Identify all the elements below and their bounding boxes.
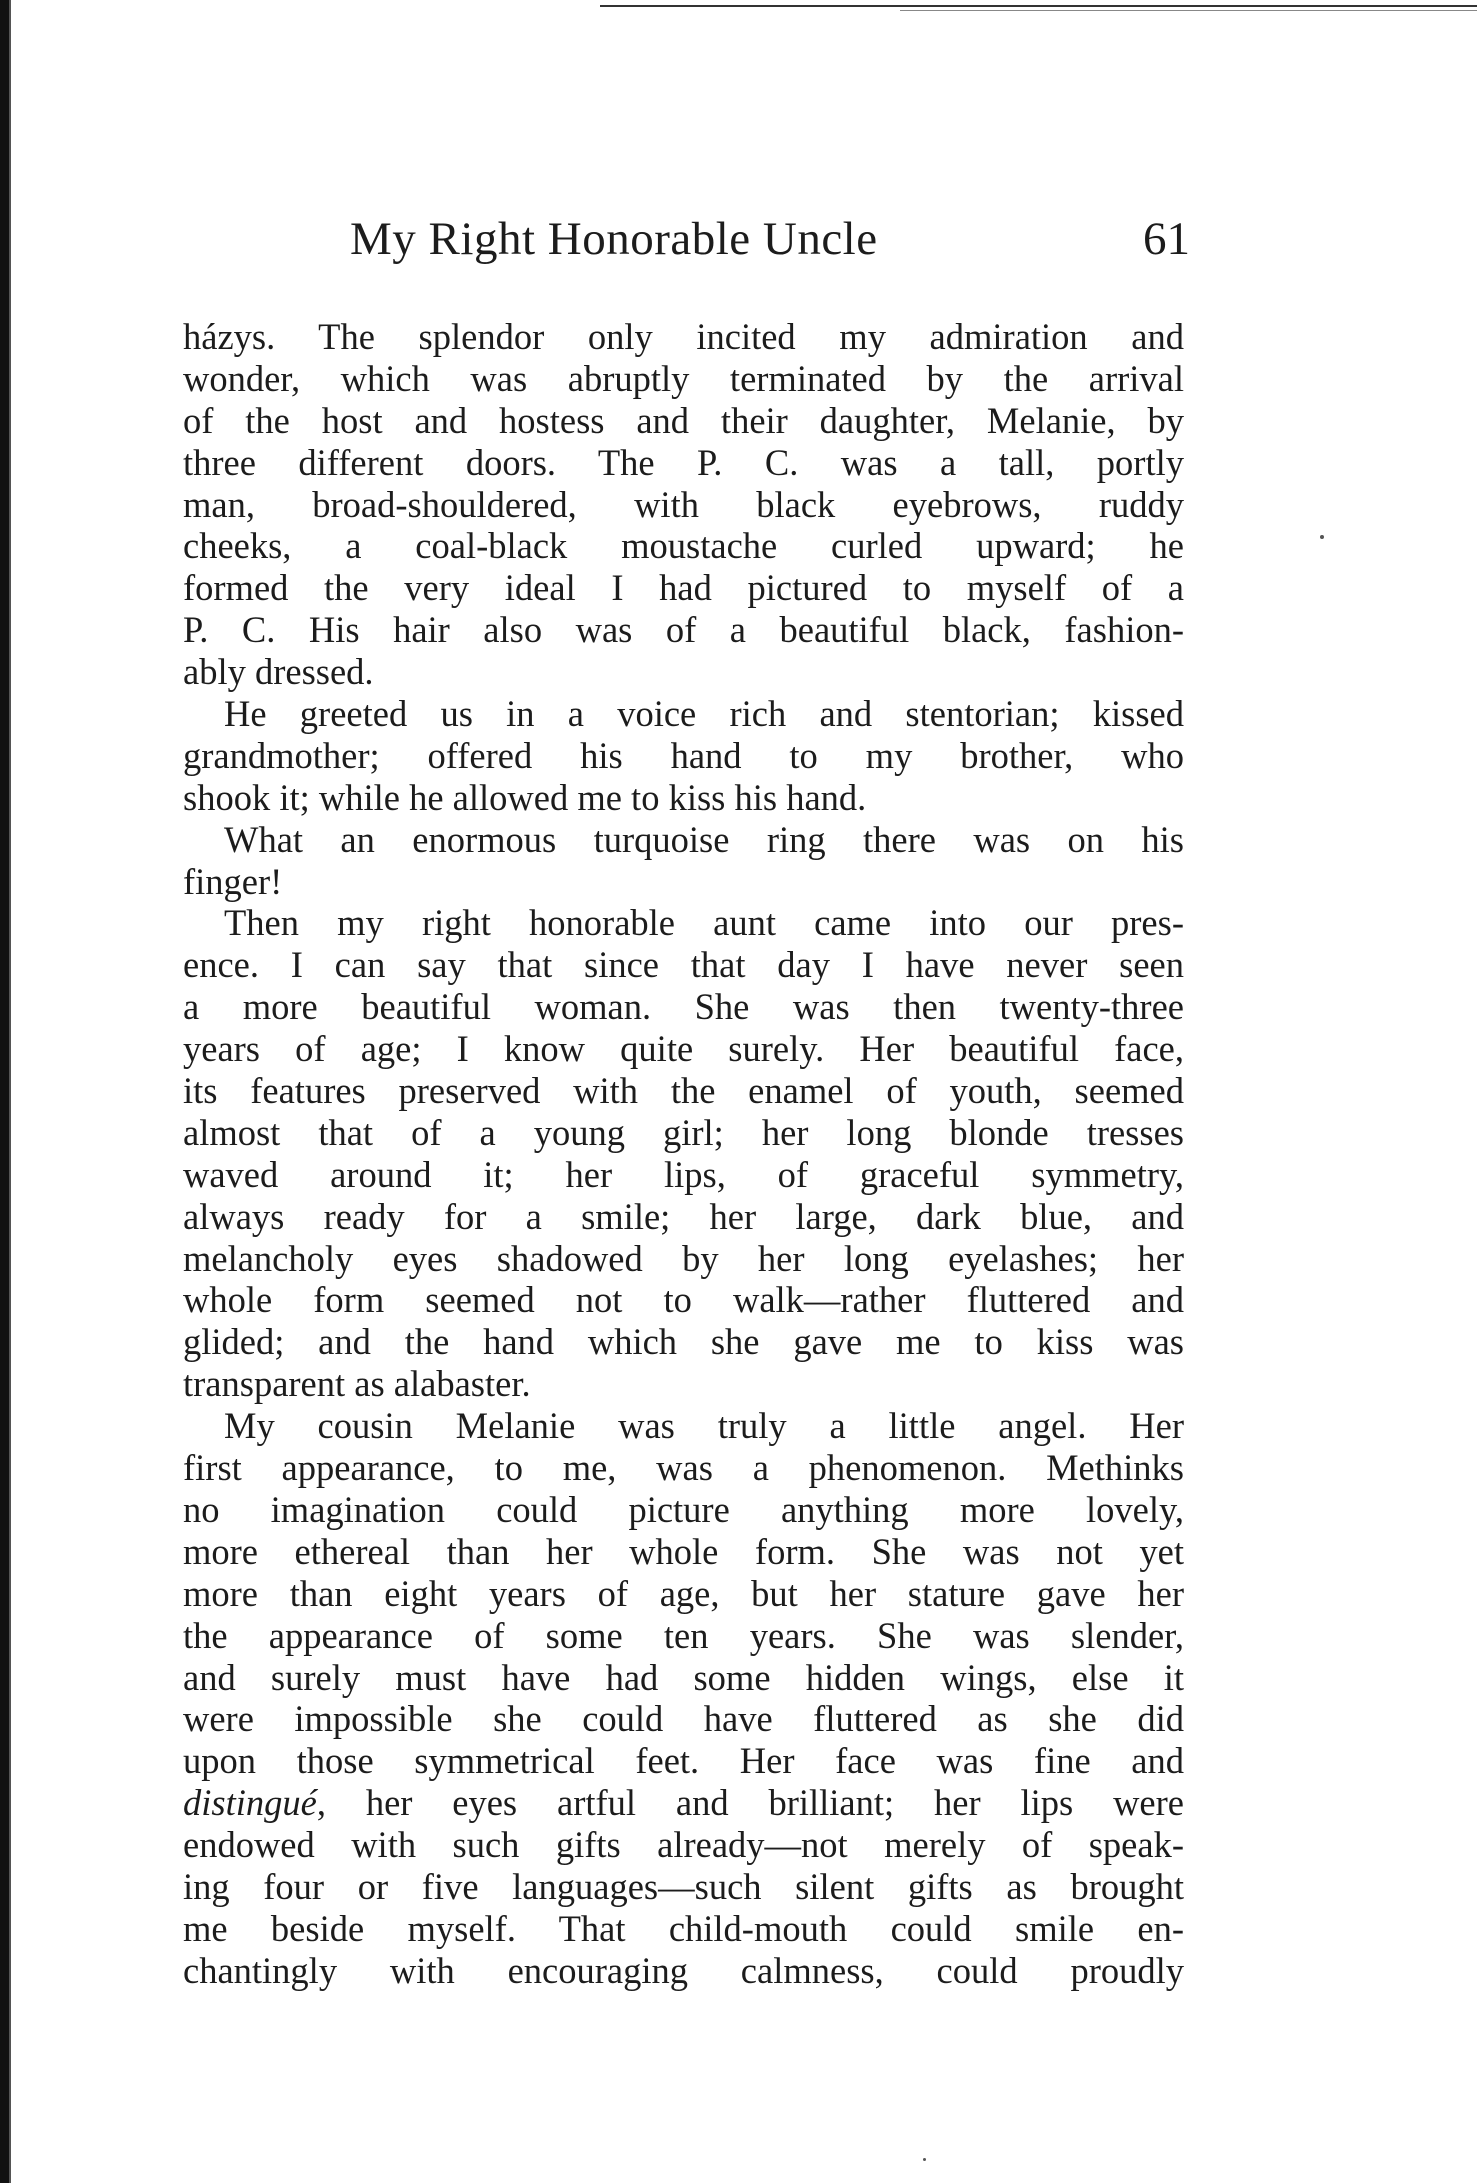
text-line: almost that of a young girl; her long blonde tresses bbox=[183, 1111, 1184, 1153]
text-line: endowed with such gifts already—not merely of speak- bbox=[183, 1824, 1184, 1866]
running-title: My Right Honorable Uncle bbox=[350, 213, 878, 265]
scan-border-top bbox=[600, 5, 1477, 7]
text-line: of the host and hostess and their daughter, Melanie, by bbox=[183, 399, 1184, 441]
text-line: first appearance, to me, was a phenomenon. Methinks bbox=[183, 1447, 1184, 1489]
page-number: 61 bbox=[1143, 213, 1190, 265]
text-line: always ready for a smile; her large, dark blue, and bbox=[183, 1195, 1184, 1237]
text-line: My cousin Melanie was truly a little angel. Her bbox=[224, 1405, 1184, 1447]
text-line: upon those symmetrical feet. Her face was fine and bbox=[183, 1740, 1184, 1782]
text-line: me beside myself. That child-mouth could smile en- bbox=[183, 1907, 1184, 1949]
scan-border-top-inner bbox=[900, 10, 1477, 11]
page-body bbox=[183, 316, 1184, 1992]
text-line: chantingly with encouraging calmness, could proudly bbox=[183, 1949, 1184, 1991]
text-line: házys. The splendor only incited my admiration and bbox=[183, 316, 1184, 357]
text-line: waved around it; her lips, of graceful symmetry, bbox=[183, 1153, 1184, 1195]
text-line: Then my right honorable aunt came into our pres- bbox=[224, 902, 1184, 944]
text-line: were impossible she could have fluttered as she did bbox=[183, 1698, 1184, 1740]
text-line: three different doors. The P. C. was a tall, portly bbox=[183, 441, 1184, 483]
text-line: more ethereal than her whole form. She was not yet bbox=[183, 1530, 1184, 1572]
scan-speck bbox=[923, 2158, 926, 2161]
text-line: its features preserved with the enamel of youth, seemed bbox=[183, 1070, 1184, 1112]
italic-word: distingué bbox=[183, 1782, 317, 1824]
text-line: cheeks, a coal-black moustache curled upward; he bbox=[183, 525, 1184, 567]
text-line: no imagination could picture anything more lovely, bbox=[183, 1488, 1184, 1530]
scan-border-left bbox=[0, 0, 9, 2183]
text-line: transparent as alabaster. bbox=[183, 1363, 531, 1405]
text-line: shook it; while he allowed me to kiss his hand. bbox=[183, 776, 867, 818]
text-line: finger! bbox=[183, 860, 283, 902]
text-line: What an enormous turquoise ring there was on his bbox=[224, 818, 1184, 860]
text-line: the appearance of some ten years. She was slender, bbox=[183, 1614, 1184, 1656]
text-line: a more beautiful woman. She was then twenty-three bbox=[183, 986, 1184, 1028]
text-line: P. C. His hair also was of a beautiful black, fashion- bbox=[183, 609, 1184, 651]
text-line: whole form seemed not to walk—rather fluttered and bbox=[183, 1279, 1184, 1321]
text-line: more than eight years of age, but her stature gave her bbox=[183, 1572, 1184, 1614]
running-head bbox=[350, 212, 1190, 272]
text-line: and surely must have had some hidden wings, else it bbox=[183, 1656, 1184, 1698]
scan-border-left-inner bbox=[9, 0, 11, 2183]
text-line: glided; and the hand which she gave me to kiss was bbox=[183, 1321, 1184, 1363]
text-line: man, broad-shouldered, with black eyebrows, ruddy bbox=[183, 483, 1184, 525]
text-line: He greeted us in a voice rich and stentorian; kissed bbox=[224, 693, 1184, 735]
text-line: ence. I can say that since that day I have never seen bbox=[183, 944, 1184, 986]
text-line: melancholy eyes shadowed by her long eyelashes; her bbox=[183, 1237, 1184, 1279]
text-line: grandmother; offered his hand to my brother, who bbox=[183, 734, 1184, 776]
text-line: ably dressed. bbox=[183, 651, 374, 693]
text-line-with-italic bbox=[183, 1782, 1184, 1824]
scan-speck bbox=[1320, 535, 1324, 539]
text-line-rest: , her eyes artful and brilliant; her lips were bbox=[316, 1782, 1184, 1824]
text-line: ing four or five languages—such silent gifts as brought bbox=[183, 1865, 1184, 1907]
text-line: wonder, which was abruptly terminated by the arrival bbox=[183, 357, 1184, 399]
text-line: formed the very ideal I had pictured to myself of a bbox=[183, 567, 1184, 609]
text-line: years of age; I know quite surely. Her beautiful face, bbox=[183, 1028, 1184, 1070]
